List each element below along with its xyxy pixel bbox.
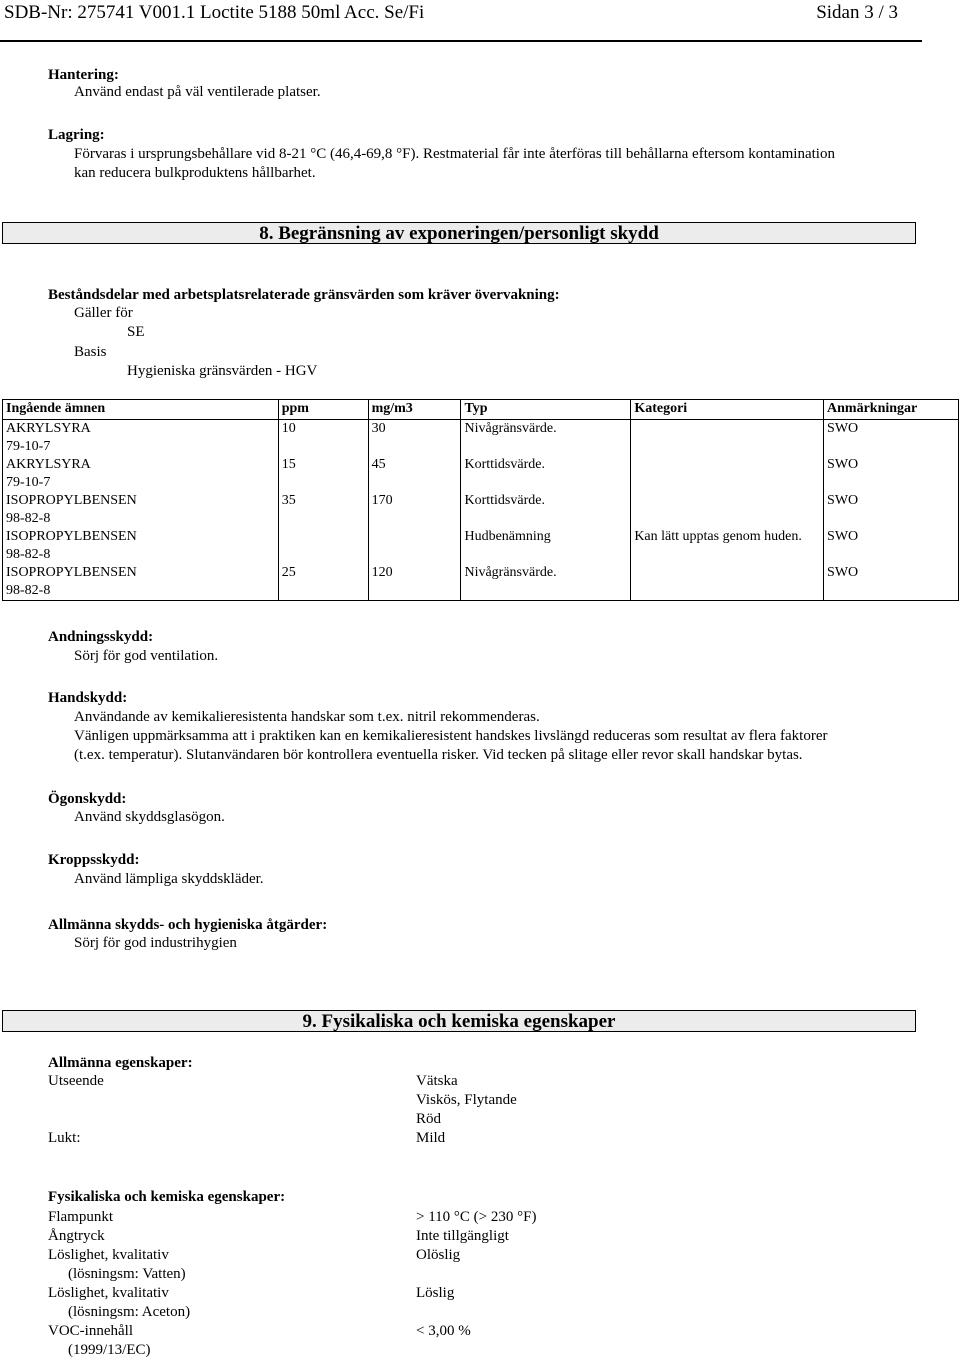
handling-title: Hantering: <box>48 67 119 83</box>
remarks-cell: SWO <box>824 564 959 601</box>
hand-text-line2: Vänligen uppmärksamma att i praktiken kan en kemikalieresistent handskes livslängd reduceras som resultat av flera faktorer <box>74 728 828 744</box>
category-cell <box>631 420 824 457</box>
category-cell <box>631 456 824 492</box>
appearance-value: Röd <box>416 1111 442 1127</box>
col-header-mgm3: mg/m3 <box>368 400 461 420</box>
appearance-value: Vätska <box>416 1073 458 1089</box>
substance-cell <box>3 564 279 601</box>
remarks-cell: SWO <box>824 492 959 528</box>
solubility-acetone-solvent: (lösningsm: Aceton) <box>68 1304 191 1320</box>
solubility-acetone-value: Löslig <box>416 1285 455 1301</box>
type-cell: Nivågränsvärde. <box>461 564 631 601</box>
table-row <box>3 456 959 492</box>
ppm-cell: 35 <box>278 492 368 528</box>
mgm3-cell: 120 <box>368 564 461 601</box>
col-header-type: Typ <box>461 400 631 420</box>
table-header-row <box>3 400 959 420</box>
ppm-cell <box>278 528 368 564</box>
odor-value: Mild <box>416 1130 446 1146</box>
type-cell: Hudbenämning <box>461 528 631 564</box>
table-row <box>3 528 959 564</box>
flashpoint-label: Flampunkt <box>48 1209 114 1225</box>
basis-value: Hygieniska gränsvärden - HGV <box>127 363 318 379</box>
body-title: Kroppsskydd: <box>48 852 140 868</box>
general-properties-title: Allmänna egenskaper: <box>48 1055 193 1071</box>
vapor-pressure-value: Inte tillgängligt <box>416 1228 509 1244</box>
appearance-value: Viskös, Flytande <box>416 1092 517 1108</box>
category-cell <box>631 564 824 601</box>
body-text: Använd lämpliga skyddskläder. <box>74 871 264 887</box>
mgm3-cell <box>368 528 461 564</box>
substance-name: ISOPROPYLBENSEN <box>6 565 137 580</box>
ppm-cell: 10 <box>278 420 368 457</box>
solubility-water-label: Löslighet, kvalitativ <box>48 1247 169 1263</box>
cas-number: 79-10-7 <box>6 475 51 490</box>
applies-label: Gäller för <box>74 305 133 321</box>
header-divider <box>0 40 922 42</box>
flashpoint-value: > 110 °C (> 230 °F) <box>416 1209 537 1225</box>
vapor-pressure-label: Ångtryck <box>48 1228 105 1244</box>
remarks-cell: SWO <box>824 528 959 564</box>
remarks-cell: SWO <box>824 456 959 492</box>
appearance-label: Utseende <box>48 1073 104 1089</box>
exposure-limits-table <box>2 399 959 601</box>
document-id: SDB-Nr: 275741 V001.1 Loctite 5188 50ml Acc. Se/Fi <box>4 2 425 23</box>
handling-text: Använd endast på väl ventilerade platser. <box>74 84 321 100</box>
solubility-water-solvent: (lösningsm: Vatten) <box>68 1266 186 1282</box>
col-header-category: Kategori <box>631 400 824 420</box>
basis-label: Basis <box>74 344 107 360</box>
type-cell: Korttidsvärde. <box>461 492 631 528</box>
substance-name: AKRYLSYRA <box>6 421 91 436</box>
eye-text: Använd skyddsglasögon. <box>74 809 225 825</box>
solubility-water-value: Olöslig <box>416 1247 461 1263</box>
respiratory-title: Andningsskydd: <box>48 629 154 645</box>
hygiene-text: Sörj för god industrihygien <box>74 935 237 951</box>
components-title: Beståndsdelar med arbetsplatsrelaterade gränsvärden som kräver övervakning: <box>48 287 560 303</box>
voc-regulation: (1999/13/EC) <box>68 1342 151 1358</box>
voc-label: VOC-innehåll <box>48 1323 133 1339</box>
storage-text-line1: Förvaras i ursprungsbehållare vid 8-21 °C (46,4-69,8 °F). Restmaterial får inte återföras till behållarna eftersom kontamination <box>74 146 835 162</box>
ppm-cell: 25 <box>278 564 368 601</box>
substance-cell <box>3 456 279 492</box>
table-row <box>3 420 959 457</box>
hand-title: Handskydd: <box>48 690 128 706</box>
col-header-remarks: Anmärkningar <box>824 400 959 420</box>
substance-name: ISOPROPYLBENSEN <box>6 493 137 508</box>
table-row <box>3 564 959 601</box>
col-header-substance: Ingående ämnen <box>3 400 279 420</box>
cas-number: 98-82-8 <box>6 547 51 562</box>
type-cell: Nivågränsvärde. <box>461 420 631 457</box>
storage-title: Lagring: <box>48 127 105 143</box>
odor-label: Lukt: <box>48 1130 81 1146</box>
page-number: Sidan 3 / 3 <box>816 2 898 23</box>
type-cell: Korttidsvärde. <box>461 456 631 492</box>
substance-cell <box>3 420 279 457</box>
table-row <box>3 492 959 528</box>
voc-value: < 3,00 % <box>416 1323 471 1339</box>
storage-text-line2: kan reducera bulkproduktens hållbarhet. <box>74 165 316 181</box>
col-header-ppm: ppm <box>278 400 368 420</box>
substance-cell <box>3 492 279 528</box>
eye-title: Ögonskydd: <box>48 791 127 807</box>
section-9-heading: 9. Fysikaliska och kemiska egenskaper <box>2 1010 916 1032</box>
cas-number: 98-82-8 <box>6 583 51 598</box>
mgm3-cell: 45 <box>368 456 461 492</box>
applies-value: SE <box>127 324 145 340</box>
hand-text-line3: (t.ex. temperatur). Slutanvändaren bör kontrollera eventuella risker. Vid tecken på slitage eller revor skall handskar bytas. <box>74 747 803 763</box>
section-8-heading: 8. Begränsning av exponeringen/personligt skydd <box>2 222 916 244</box>
solubility-acetone-label: Löslighet, kvalitativ <box>48 1285 169 1301</box>
mgm3-cell: 170 <box>368 492 461 528</box>
substance-cell <box>3 528 279 564</box>
substance-name: AKRYLSYRA <box>6 457 91 472</box>
category-cell: Kan lätt upptas genom huden. <box>631 528 824 564</box>
hand-text-line1: Användande av kemikalieresistenta handskar som t.ex. nitril rekommenderas. <box>74 709 540 725</box>
respiratory-text: Sörj för god ventilation. <box>74 648 219 664</box>
substance-name: ISOPROPYLBENSEN <box>6 529 137 544</box>
category-cell <box>631 492 824 528</box>
mgm3-cell: 30 <box>368 420 461 457</box>
ppm-cell: 15 <box>278 456 368 492</box>
physchem-title: Fysikaliska och kemiska egenskaper: <box>48 1189 286 1205</box>
remarks-cell: SWO <box>824 420 959 457</box>
cas-number: 98-82-8 <box>6 511 51 526</box>
hygiene-title: Allmänna skydds- och hygieniska åtgärder: <box>48 917 328 933</box>
cas-number: 79-10-7 <box>6 439 51 454</box>
